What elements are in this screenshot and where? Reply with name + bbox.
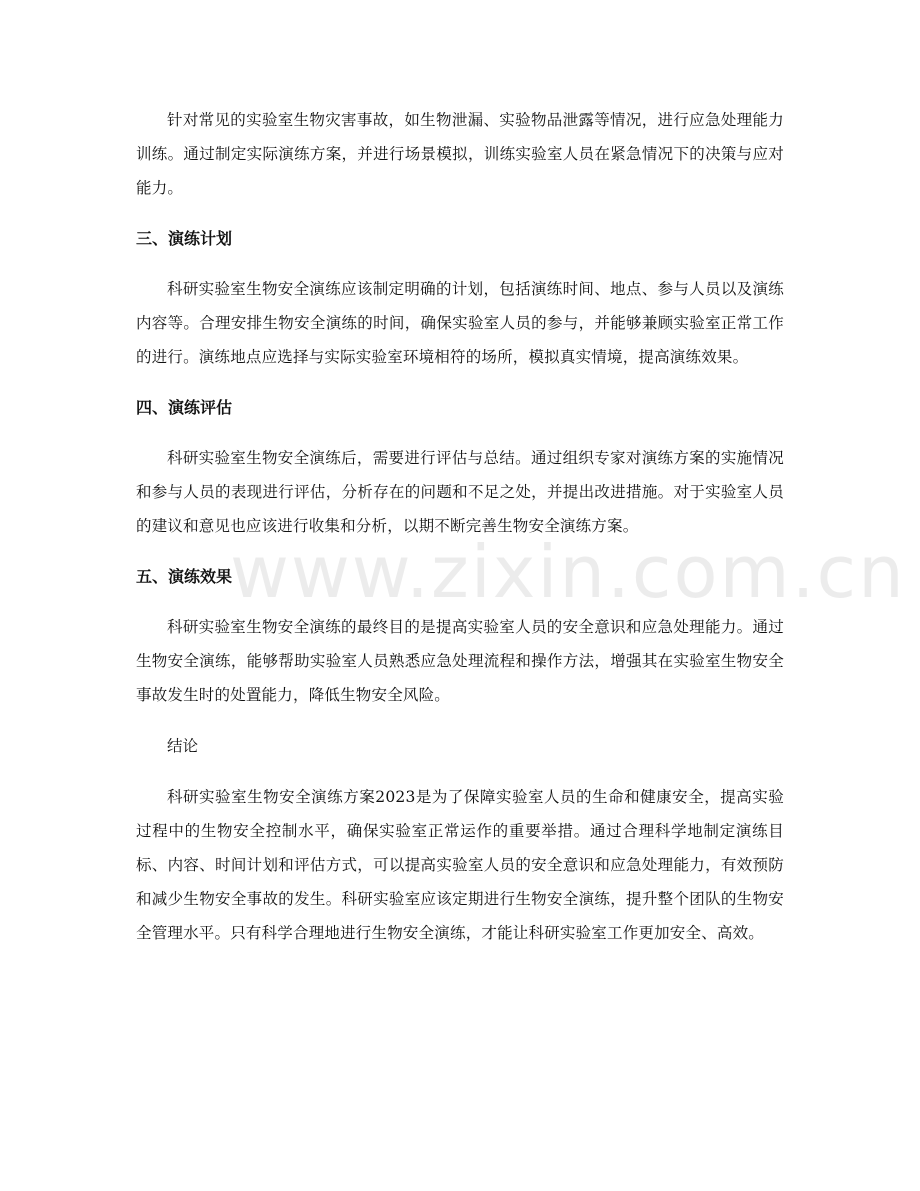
section-paragraph-plan: 科研实验室生物安全演练应该制定明确的计划，包括演练时间、地点、参与人员以及演练内容等。合理安排生物安全演练的时间，确保实验室人员的参与，并能够兼顾实验室正常工作的进行。演练地点应选择与实际实验室环境相符的场所，模拟真实情境，提高演练效果。 (136, 280, 784, 366)
conclusion-label: 结论 (167, 737, 199, 755)
watermark: www.zixin.com.cn (230, 530, 906, 614)
section-paragraph-effect: 科研实验室生物安全演练的最终目的是提高实验室人员的安全意识和应急处理能力。通过生物安全演练，能够帮助实验室人员熟悉应急处理流程和操作方法，增强其在实验室生物安全事故发生时的处置能力，降低生物安全风险。 (136, 618, 784, 704)
section-heading-evaluation: 四、演练评估 (136, 398, 233, 417)
conclusion-paragraph: 科研实验室生物安全演练方案2023是为了保障实验室人员的生命和健康安全，提高实验过程中的生物安全控制水平，确保实验室正常运作的重要举措。通过合理科学地制定演练目标、内容、时间计划和评估方式，可以提高实验室人员的安全意识和应急处理能力，有效预防和减少生物安全事故的发生。科研实验室应该定期进行生物安全演练，提升整个团队的生物安全管理水平。只有科学合理地进行生物安全演练，才能让科研实验室工作更加安全、高效。 (136, 788, 784, 942)
section-heading-effect: 五、演练效果 (136, 567, 233, 586)
intro-paragraph: 针对常见的实验室生物灾害事故，如生物泄漏、实验物品泄露等情况，进行应急处理能力训练。通过制定实际演练方案，并进行场景模拟，训练实验室人员在紧急情况下的决策与应对能力。 (136, 111, 784, 197)
section-heading-plan: 三、演练计划 (136, 229, 233, 248)
section-paragraph-evaluation: 科研实验室生物安全演练后，需要进行评估与总结。通过组织专家对演练方案的实施情况和参与人员的表现进行评估，分析存在的问题和不足之处，并提出改进措施。对于实验室人员的建议和意见也应该进行收集和分析，以期不断完善生物安全演练方案。 (136, 449, 784, 535)
document-page (136, 103, 784, 950)
